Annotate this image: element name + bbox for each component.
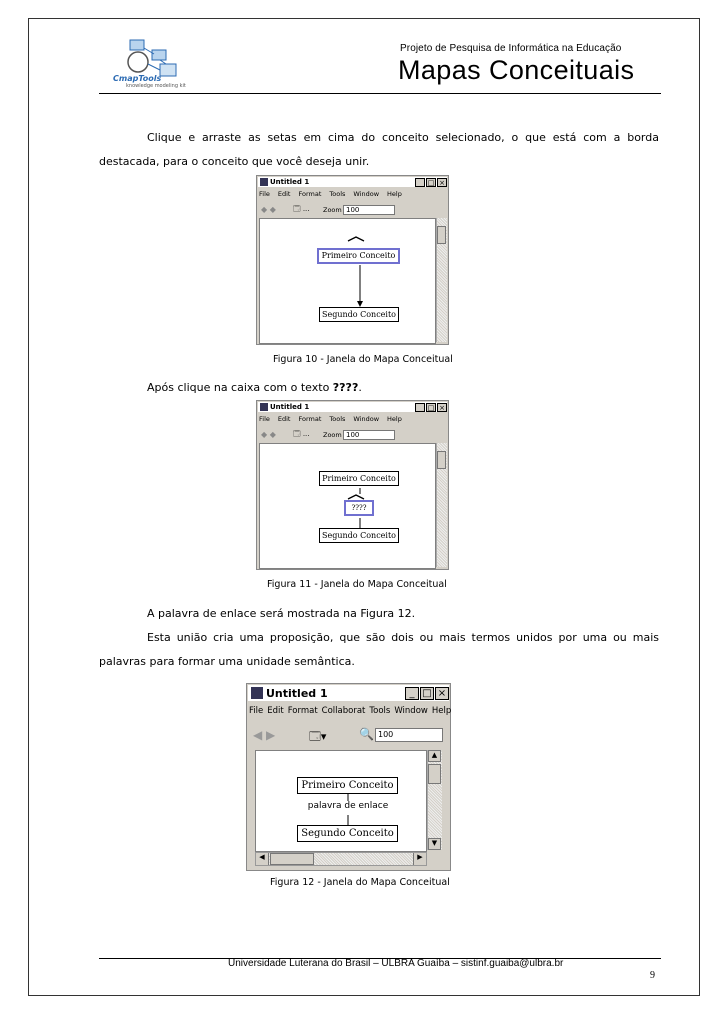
menu-window[interactable]: Window: [353, 190, 380, 198]
map-canvas[interactable]: [259, 218, 436, 344]
logo-name: CmapTools: [113, 74, 162, 83]
menu-bar: [259, 190, 446, 198]
zoom-label: Zoom: [323, 206, 342, 214]
scroll-thumb[interactable]: [428, 764, 441, 784]
scroll-up-icon[interactable]: ▲: [428, 750, 441, 762]
menu-help[interactable]: Help: [387, 190, 402, 198]
page-number: 9: [650, 970, 655, 981]
close-icon[interactable]: ×: [437, 403, 447, 412]
minimize-icon[interactable]: _: [415, 178, 425, 187]
scroll-right-icon[interactable]: ▶: [413, 853, 426, 865]
menu-file[interactable]: File: [259, 190, 270, 198]
maximize-icon[interactable]: □: [427, 178, 435, 187]
back-forward-icon[interactable]: ◆ ◆: [261, 205, 276, 214]
app-icon: [251, 687, 263, 699]
menu-window[interactable]: Window: [394, 706, 428, 716]
menu-window[interactable]: Window: [353, 415, 380, 423]
paragraph-1-line-1: Clique e arraste as setas em cima do conceito selecionado, o que está com a borda: [147, 131, 659, 144]
menu-file[interactable]: File: [249, 706, 264, 716]
paragraph-4-line-1: Esta união cria uma proposição, que são dois ou mais termos unidos por uma ou mais: [147, 631, 659, 644]
menu-help[interactable]: Help: [431, 706, 452, 716]
menu-edit[interactable]: Edit: [277, 190, 291, 198]
concept-segundo[interactable]: Segundo Conceito: [319, 528, 399, 543]
connection-arrow: [260, 219, 435, 343]
horizontal-scrollbar[interactable]: [255, 852, 427, 866]
scroll-thumb[interactable]: [437, 451, 446, 469]
menu-edit[interactable]: Edit: [277, 415, 291, 423]
menu-format[interactable]: Format: [287, 706, 318, 716]
logo-tagline: knowledge modeling kit: [126, 83, 186, 89]
menu-tools[interactable]: Tools: [369, 706, 391, 716]
menu-file[interactable]: File: [259, 415, 270, 423]
window-title: Untitled 1: [266, 686, 328, 700]
app-icon: [260, 403, 268, 411]
menu-tools[interactable]: Tools: [329, 415, 346, 423]
vertical-scrollbar[interactable]: [436, 218, 447, 342]
view-icon[interactable]: 🗔 ...: [293, 430, 310, 438]
menu-edit[interactable]: Edit: [267, 706, 284, 716]
scroll-thumb[interactable]: [437, 226, 446, 244]
figure-12-window: [246, 683, 451, 871]
view-menu-icon[interactable]: 🗔▾: [309, 730, 327, 743]
map-canvas[interactable]: [255, 750, 427, 852]
maximize-icon[interactable]: □: [427, 403, 435, 412]
map-canvas[interactable]: [259, 443, 436, 569]
zoom-label: Zoom: [323, 431, 342, 439]
window-titlebar[interactable]: [258, 402, 447, 412]
menu-tools[interactable]: Tools: [329, 190, 346, 198]
figure-10-window: [256, 175, 449, 345]
vertical-scrollbar[interactable]: [436, 443, 447, 567]
paragraph-1-line-2: destacada, para o conceito que você deseja unir.: [99, 155, 370, 168]
concept-primeiro[interactable]: Primeiro Conceito: [319, 471, 399, 486]
figure-11-caption: Figura 11 - Janela do Mapa Conceitual: [267, 579, 447, 590]
app-icon: [260, 178, 268, 186]
figure-10-caption: Figura 10 - Janela do Mapa Conceitual: [273, 354, 453, 365]
minimize-icon[interactable]: _: [415, 403, 425, 412]
menu-bar: [259, 415, 446, 423]
figure-12-caption: Figura 12 - Janela do Mapa Conceitual: [270, 877, 450, 888]
window-titlebar[interactable]: [248, 685, 449, 701]
header-rule: [99, 93, 661, 94]
footer-text: Universidade Luterana do Brasil – ULBRA Guaíba – sistinf.guaiba@ulbra.br: [228, 958, 564, 969]
concept-primeiro[interactable]: Primeiro Conceito: [297, 777, 398, 794]
menu-bar: [249, 706, 452, 716]
window-title: Untitled 1: [270, 178, 310, 186]
concept-segundo[interactable]: Segundo Conceito: [319, 307, 399, 322]
menu-format[interactable]: Format: [298, 190, 322, 198]
menu-format[interactable]: Format: [298, 415, 322, 423]
linking-phrase[interactable]: ????: [344, 500, 374, 516]
menu-collaborat[interactable]: Collaborat: [321, 706, 366, 716]
concept-segundo[interactable]: Segundo Conceito: [297, 825, 398, 842]
maximize-icon[interactable]: □: [420, 687, 434, 700]
linking-phrase[interactable]: palavra de enlace: [307, 801, 389, 811]
back-forward-icon[interactable]: ◆ ◆: [261, 430, 276, 439]
zoom-select[interactable]: 100: [343, 205, 395, 215]
concept-primeiro[interactable]: Primeiro Conceito: [317, 248, 400, 264]
view-icon[interactable]: 🗔 ...: [293, 205, 310, 213]
scroll-thumb-horizontal[interactable]: [270, 853, 314, 865]
close-icon[interactable]: ×: [435, 687, 449, 700]
paragraph-3: A palavra de enlace será mostrada na Figura 12.: [147, 607, 416, 620]
zoom-select[interactable]: 100: [343, 430, 395, 440]
window-title: Untitled 1: [270, 403, 310, 411]
menu-help[interactable]: Help: [387, 415, 402, 423]
scroll-left-icon[interactable]: ◀: [256, 853, 269, 865]
figure-11-window: [256, 400, 449, 570]
window-titlebar[interactable]: [258, 177, 447, 187]
zoom-icon[interactable]: 🔍: [359, 727, 374, 741]
back-forward-icon[interactable]: ◀ ▶: [253, 728, 276, 742]
close-icon[interactable]: ×: [437, 178, 447, 187]
paragraph-4-line-2: palavras para formar uma unidade semântica.: [99, 655, 355, 668]
scroll-down-icon[interactable]: ▼: [428, 838, 441, 850]
zoom-field[interactable]: 100: [375, 728, 443, 742]
paragraph-2: Após clique na caixa com o texto ????.: [147, 381, 362, 394]
header-project: Projeto de Pesquisa de Informática na Educação: [400, 43, 622, 54]
header-title: Mapas Conceituais: [398, 55, 635, 85]
minimize-icon[interactable]: _: [405, 687, 419, 700]
vertical-scrollbar[interactable]: [427, 750, 442, 850]
